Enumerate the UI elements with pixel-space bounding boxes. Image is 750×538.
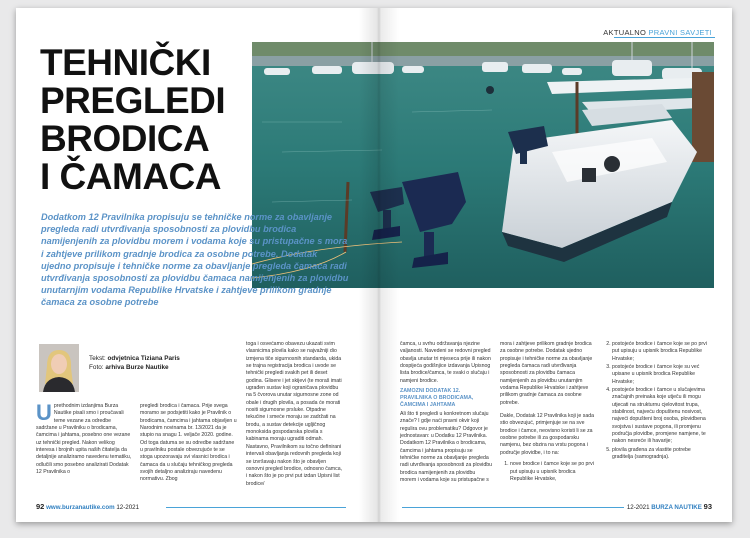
website-link[interactable]: www.burzanautike.com bbox=[46, 504, 115, 511]
issue-label: 12-2021 bbox=[626, 504, 650, 511]
column-text: toga i osvećamo obavezu ukazati svim vlasnicima plovila kako se najvažniji dio izmjena tiče sigurnosnih standarda, ukida se trajna registracija brodica i uvode se tehnički pregledi svakih pet ili deset godina. Glisere i jet skijevi (te moraš imati ugrađen sustav koji ograničava plovidbu na 5 čvorova unutar sigurnosne zone od obale i drugih plovila, a posada će morati nositi sigurnosne prsluke. Otpadne tekućine i smeće moraju se zadržati na brodu, a sustav detekcije ugljičnog monoksida gospodarska plovila s kabinama moraju ugraditi odmah. Nastavno, Pravilnikom su točno definirani intervali obavljanja redovnih pregleda koji se izvršavaju nakon što je obavljen osnovni pregled brodice, odnosno čamca, i nakon što je po prvi put izdan Upisni list brodice/ bbox=[246, 341, 343, 487]
body-column-4 bbox=[400, 341, 492, 485]
body-column-5 bbox=[500, 341, 594, 484]
title-line: I ČAMACA bbox=[40, 156, 221, 197]
body-column-3 bbox=[246, 341, 344, 488]
footer-right bbox=[627, 502, 712, 511]
photo-credit-label: Foto: bbox=[89, 364, 104, 371]
title-line: BRODICA bbox=[40, 118, 210, 159]
text-credit-label: Tekst: bbox=[89, 355, 106, 362]
page-number: 93 bbox=[703, 502, 712, 511]
column-text: pregledi brodica i čamaca. Prije svega moramo se podsjetiti kako je Pravilnik o brodicama, čamcima i jahtama objavljen u Narodnim novinama br. 13/2021 da je stupio na snagu 1. veljače 2020. godine. Od toga datuma se su odredbe sadržane u pravilniku postale obvezujuće te se stoga upozoravaju svi vlasnici brodica i čamaca da u slučaju tehničkog pregleda svojih detaljno analiziraju navedenu normativu. Zbog bbox=[140, 403, 237, 483]
text-credit-author: odvjetnica Tiziana Paris bbox=[107, 355, 180, 362]
applicability-list bbox=[500, 461, 594, 483]
author-photo bbox=[39, 344, 79, 392]
section-label: AKTUALNO bbox=[603, 28, 647, 37]
title-line: PREGLEDI bbox=[40, 80, 226, 121]
footer-left bbox=[36, 502, 139, 511]
magazine-spread bbox=[16, 8, 732, 522]
article-credits bbox=[89, 354, 180, 372]
subsection-label: PRAVNI SAVJETI bbox=[648, 28, 712, 37]
applicability-list bbox=[602, 341, 708, 462]
section-subhead: ZAMOZNI DODATAK 12. PRAVILNIKA O BRODICAMA, ČAMCIMA I JAHTAMA bbox=[400, 388, 474, 409]
list-item: 2. postojeće brodice i čamce koje se po prvi put upisuju u upisnik brodica Republike Hrvatske; bbox=[612, 341, 708, 363]
article-title bbox=[40, 44, 260, 196]
column-text: prethodnim izdanjima Burza Nautike pisali smo i proučavali teme vezane za odredbe sadržane u Pravilniku o brodicama, čamcima i jahtama, posebno one vezane uz tehnički pregled. Nakon velikog interesa i brojnih upita naših čitatelja da detaljnije analiziramo navedenu tematiku, odlučili smo posebno analizirati Dodatak 12 Pravilnika o bbox=[36, 403, 132, 476]
article-lead: Dodatkom 12 Pravilnika propisuju se tehničke norme za obavljanje pregleda radi utvrđivanja sposobnosti za plovidbu brodica namijenjenih za plovidbu morem i vodama koje su pristupačne s mora i zahtjeve prilikom gradnje brodica za osobne potrebe. Dodatak ujedno propisuje i tehničke norme za obavljanje pregleda čamaca radi utvrđivanja sposobnosti za plovidbu čamaca namijenjenih za plovidbu unutarnjim vodama Republike Hrvatske i zahtjeve prilikom gradnje čamaca za osobne potrebe bbox=[41, 212, 349, 308]
page-number: 92 bbox=[36, 502, 45, 511]
magazine-brand: BURZA NAUTIKE bbox=[651, 504, 702, 511]
list-item: 4. postojeće brodice i čamce u slučajevima značajnih preinaka koje utječu ili mogu utjecati na strukturnu cjelovitost trupa, stabilnost, najveću dopuštenu nosivost, najveći dopušteni broj osoba, plovidbena svojstva i sustave pogona, ili promjenu područja plovidbe, promjene namjene, te nakon nesreće ili havarije; bbox=[612, 387, 708, 446]
body-column-1 bbox=[36, 400, 133, 476]
running-head-rule bbox=[614, 37, 715, 38]
column-text: čamca, u svrhu održavanja njezine valjanosti. Navedeni se redovni pregled obavlja unutar tri mjeseca prije ili nakon dospijeća godišnjice izdavanja Upisnog lista brodice/čamca, te svaki o slučaju i namjeni brodice. bbox=[400, 341, 491, 384]
list-item: 1. nove brodice i čamce koje se po prvi put upisuju u upisnik brodica Republike Hrvatske, bbox=[510, 461, 594, 483]
footer-rule bbox=[166, 507, 346, 508]
body-column-2 bbox=[140, 403, 238, 484]
drop-cap: U bbox=[36, 400, 52, 425]
issue-label: 12-2021 bbox=[116, 504, 140, 511]
column-text: Ali što ti pregledi u konkretnom slučaju znače? I gdje naći pravni okvir koji regulira ovu problematiku? Odgovor je jednostavan: u Dodatku 12 Pravilnika. Dodatkom 12 Pravilnika o brodicama, čamcima i jahtama propisuju se tehničke norme za obavljanje pregleda radi utvrđivanja sposobnosti za plovidbu brodica namijenjenih za plovidbu morem i vodama koje su pristupačne s bbox=[400, 411, 492, 484]
column-text: Dakle, Dodatak 12 Pravilnika koji je sada stio obvezujuć, primjenjuje se na sve brodice i čamce, neovisno koristi li se za osobne potrebe ili za gospodarsku namjenu, bez obzira na vrstu pogona i područje plovidbe, i to na: bbox=[500, 413, 595, 456]
photo-credit-author: arhiva Burze Nautike bbox=[105, 364, 169, 371]
column-text: mora i zahtjeve prilikom gradnje brodica za osobne potrebe. Dodatak ujedno propisuje i tehničke norme za obavljanje pregleda čamaca radi utvrđivanja sposobnosti za plovidbu čamaca namijenjenih za plovidbu unutarnjim vodama Republike Hrvatske i zahtjeve prilikom gradnje čamaca za osobne potrebe. bbox=[500, 341, 593, 406]
running-head bbox=[603, 28, 712, 37]
list-item: 5. plovila građena za vlastite potrebe graditelja (samogradnja). bbox=[612, 447, 708, 462]
body-column-6 bbox=[602, 341, 708, 463]
list-item: 3. postojeće brodice i čamce koje su već upisane u upisnik brodica Republike Hrvatske; bbox=[612, 364, 708, 386]
footer-rule bbox=[402, 507, 624, 508]
title-line: TEHNIČKI bbox=[40, 42, 211, 83]
